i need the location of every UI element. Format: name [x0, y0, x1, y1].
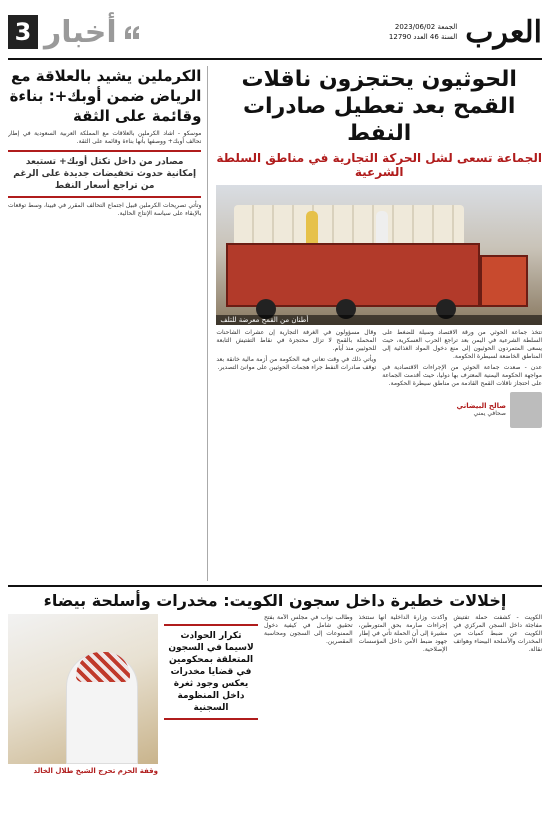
bottom-body-column	[453, 614, 542, 804]
bottom-body-column	[359, 614, 448, 804]
main-photo-caption: أطنان من القمح معرضة للتلف	[216, 315, 542, 325]
section-name: أخبار	[44, 14, 117, 50]
masthead	[8, 6, 542, 60]
bottom-body	[264, 614, 542, 804]
main-body-column	[216, 329, 376, 581]
bottom-body-text: الكويت - كشفت حملة تفتيش مفاجئة داخل السجن المركزي في الكويت عن ضبط كميات من المخدرات والأسلحة البيضاء وهواتف نقالة.	[453, 614, 542, 653]
masthead-brand	[389, 15, 542, 50]
main-body-text: ويأتي ذلك في وقت تعاني فيه الحكومة من أزمة مالية خانقة بعد توقف صادرات النفط جراء هجمات الحوثيين على موانئ التصدير.	[216, 356, 377, 371]
main-story	[216, 66, 542, 581]
truck-trailer	[226, 243, 480, 307]
bottom-body-text: وطالب نواب في مجلس الأمة بفتح تحقيق شامل في كيفية دخول الممنوعات إلى السجون ومحاسبة المقصرين.	[264, 614, 353, 645]
side-body	[8, 130, 201, 581]
section-header	[8, 15, 141, 50]
author-name: صالح البيضاني	[456, 402, 506, 410]
top-content	[8, 66, 542, 581]
section-number: 3	[8, 15, 38, 49]
newspaper-logo: العرب	[465, 14, 542, 50]
author-title: صحافي يمني	[473, 410, 506, 417]
main-body	[216, 329, 542, 581]
bottom-photo-caption: وقفة الحزم تحرج الشيخ طلال الخالد	[33, 767, 158, 775]
section-divider	[8, 585, 542, 587]
bottom-body-column	[264, 614, 353, 804]
side-body-text: موسكو - أشاد الكرملين بالعلاقات مع المملكة العربية السعودية في إطار تحالف أوبك+ ووصفها بأنها بناءة وقائمة على الثقة.	[8, 130, 202, 145]
author-box	[382, 392, 542, 428]
side-story	[8, 66, 208, 581]
bottom-headline: إخلالات خطيرة داخل سجون الكويت: مخدرات وأسلحة بيضاء	[43, 591, 507, 610]
main-subhead: الجماعة تسعى لشل الحركة التجارية في مناطق السلطة الشرعية	[216, 151, 542, 179]
issue-info	[389, 22, 457, 42]
issue-date: الجمعة 2023/06/02	[394, 23, 458, 31]
side-body-text: وتأتي تصريحات الكرملين قبيل اجتماع التحالف المقرر في فيينا، وسط توقعات بالإبقاء على سياسة الإنتاج الحالية.	[8, 202, 202, 217]
main-body-text: عدن - صعدت جماعة الحوثي من الإجراءات الاقتصادية في مواجهة الحكومة اليمنية المعترف بها دوليا، حيث أقدمت الجماعة على احتجاز ناقلات القمح القادمة من مناطق سيطرة الحكومة.	[382, 364, 542, 387]
author-avatar	[510, 392, 542, 428]
worker-figure	[306, 211, 318, 247]
main-body-column	[382, 329, 542, 581]
main-body-text: وقال مسؤولون في الغرفة التجارية إن عشرات الشاحنات المحملة بالقمح لا تزال محتجزة في نقاط التفتيش التابعة للحوثيين منذ أيام.	[216, 329, 377, 352]
side-pullquote: مصادر من داخل تكتل أوبك+ تستبعد إمكانية حدوث تخفيضات جديدة على الرغم من تراجع أسعار النفط	[8, 150, 201, 198]
bottom-body-text: وأكدت وزارة الداخلية أنها ستتخذ إجراءات صارمة بحق المتورطين، مشيرة إلى أن الحملة تأتي في إطار جهود ضبط الأمن داخل المؤسسات الإصلاحية.	[358, 614, 448, 653]
bottom-pullquote: تكرار الحوادث لاسيما في السجون المتعلقة بمحكومين في قضايا مخدرات يعكس وجود ثغرة داخل المنظومة السجنية	[164, 624, 258, 720]
bottom-photo-block	[8, 614, 158, 804]
bottom-story	[8, 614, 542, 804]
bottom-photo	[8, 614, 158, 764]
side-headline: الكرملين يشيد بالعلاقة مع الرياض ضمن أوبك+: بناءة وقائمة على الثقة	[9, 67, 202, 125]
main-headline: الحوثيون يحتجزون ناقلات القمح بعد تعطيل صادرات النفط	[241, 67, 517, 146]
worker-figure	[376, 211, 388, 247]
main-photo	[216, 185, 542, 325]
shemagh-headwear	[76, 652, 130, 682]
truck-cab	[480, 255, 528, 307]
issue-number: السنة 46 العدد 12790	[388, 33, 458, 41]
main-body-text: تتخذ جماعة الحوثي من ورقة الاقتصاد وسيلة للضغط على السلطة الشرعية في اليمن بعد تراجع الحرب العسكرية، حيث يسعى المتمردون الحوثيون إلى منع دخول المواد الغذائية إلى المناطق الخاضعة لسيطرة الحكومة.	[382, 329, 542, 360]
quote-icon	[123, 25, 141, 39]
side-body-column	[8, 130, 201, 581]
